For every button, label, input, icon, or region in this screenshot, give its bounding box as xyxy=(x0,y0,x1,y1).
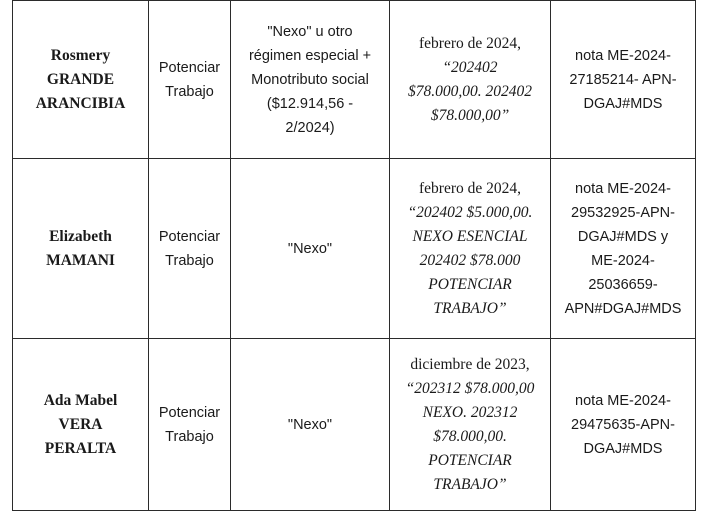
program-cell xyxy=(149,159,231,339)
cell-text-line: Trabajo xyxy=(165,252,214,269)
program-cell xyxy=(149,1,231,159)
cell-text-line: "Nexo" xyxy=(287,416,333,433)
cell-text-line: 29532925-APN- xyxy=(571,204,675,221)
cell-text-line: Trabajo xyxy=(165,83,214,100)
cell-text-line: Potenciar xyxy=(158,228,221,245)
cell-text-line: NEXO ESENCIAL xyxy=(412,227,528,245)
cell-text-line: diciembre de 2023, xyxy=(410,355,530,373)
cell-text-line: $78.000,00” xyxy=(430,106,510,124)
reference-note-cell xyxy=(551,1,696,159)
beneficiary-name-cell xyxy=(13,1,149,159)
reference-note-cell xyxy=(551,339,696,511)
cell-text-line: nota ME-2024- xyxy=(575,180,671,197)
cell-text-line: Elizabeth xyxy=(49,227,112,245)
cell-text-line: 29475635-APN- xyxy=(571,416,675,433)
regime-cell xyxy=(231,159,390,339)
cell-text-line: NEXO. 202312 xyxy=(422,403,518,421)
table-body xyxy=(13,1,696,511)
cell-text-line: TRABAJO” xyxy=(433,299,507,317)
cell-text-line: 202402 $78.000 xyxy=(419,251,521,269)
table-row xyxy=(13,159,696,339)
cell-text-line: Trabajo xyxy=(165,428,214,445)
program-cell xyxy=(149,339,231,511)
cell-text-line: 2/2024) xyxy=(285,119,335,136)
period-cell xyxy=(390,1,551,159)
cell-text-line: ARANCIBIA xyxy=(35,94,126,112)
cell-text-line: “202402 xyxy=(442,58,498,76)
cell-text-line: DGAJ#MDS y xyxy=(577,228,669,245)
table-row xyxy=(13,339,696,511)
cell-text-line: Ada Mabel xyxy=(43,391,118,409)
table-row xyxy=(13,1,696,159)
period-cell xyxy=(390,159,551,339)
cell-text-line: “202402 $5.000,00. xyxy=(407,203,533,221)
cell-text-line: ME-2024- xyxy=(591,252,655,269)
beneficiary-name-cell xyxy=(13,159,149,339)
period-cell xyxy=(390,339,551,511)
cell-text-line: VERA xyxy=(58,415,103,433)
cell-text-line: $78.000,00. xyxy=(433,427,507,445)
beneficiary-name-cell xyxy=(13,339,149,511)
cell-text-line: ($12.914,56 - xyxy=(266,95,354,112)
cell-text-line: POTENCIAR xyxy=(428,451,512,469)
cell-text-line: APN#DGAJ#MDS xyxy=(564,300,682,317)
cell-text-line: febrero de 2024, xyxy=(419,34,521,52)
cell-text-line: DGAJ#MDS xyxy=(583,95,663,112)
cell-text-line: nota ME-2024- xyxy=(575,47,671,64)
cell-text-line: Potenciar xyxy=(158,404,221,421)
cell-text-line: DGAJ#MDS xyxy=(583,440,663,457)
cell-text-line: TRABAJO” xyxy=(433,475,507,493)
cell-text-line: POTENCIAR xyxy=(428,275,512,293)
regime-cell xyxy=(231,1,390,159)
regime-cell xyxy=(231,339,390,511)
cell-text-line: "Nexo" u otro xyxy=(267,23,353,40)
cell-text-line: "Nexo" xyxy=(287,240,333,257)
cell-text-line: MAMANI xyxy=(46,251,115,269)
cell-text-line: GRANDE xyxy=(46,70,115,88)
cell-text-line: febrero de 2024, xyxy=(419,179,521,197)
cell-text-line: nota ME-2024- xyxy=(575,392,671,409)
cell-text-line: “202312 $78.000,00 xyxy=(405,379,535,397)
cell-text-line: 25036659- xyxy=(588,276,658,293)
cell-text-line: $78.000,00. 202402 xyxy=(408,82,532,100)
cell-text-line: Potenciar xyxy=(158,59,221,76)
cell-text-line: 27185214- APN- xyxy=(569,71,677,88)
cell-text-line: Rosmery xyxy=(50,46,111,64)
beneficiaries-table xyxy=(12,0,696,511)
cell-text-line: Monotributo social xyxy=(251,71,369,88)
cell-text-line: PERALTA xyxy=(44,439,117,457)
cell-text-line: régimen especial + xyxy=(248,47,372,64)
reference-note-cell xyxy=(551,159,696,339)
